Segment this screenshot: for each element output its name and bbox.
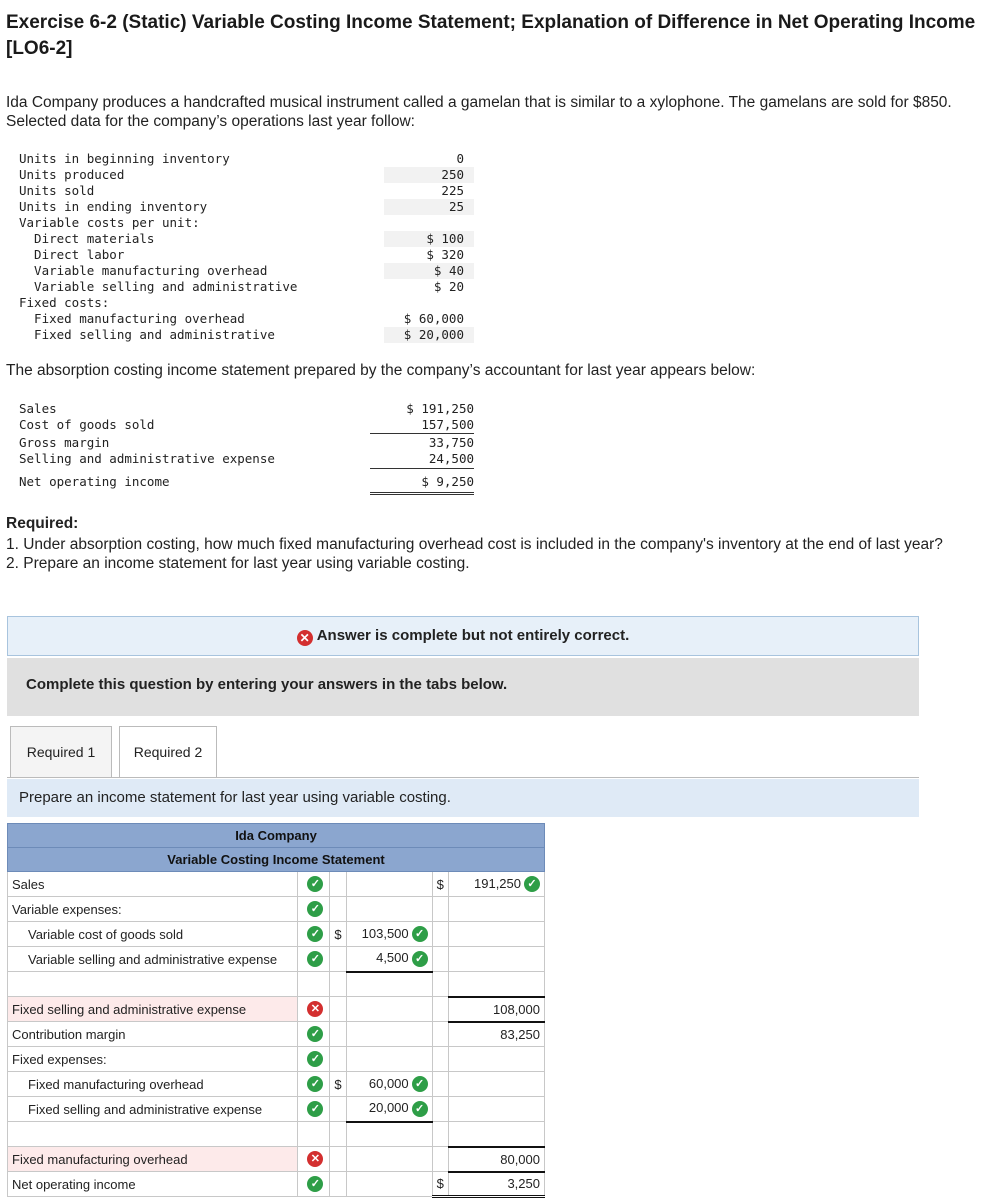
absorption-value: 157,500 bbox=[421, 417, 474, 432]
data-row bbox=[19, 199, 474, 215]
absorption-label: Sales bbox=[19, 401, 57, 416]
table-row bbox=[8, 1147, 545, 1172]
data-row bbox=[19, 279, 474, 295]
underline bbox=[370, 468, 474, 469]
absorption-value: 24,500 bbox=[428, 451, 474, 466]
absorption-value: 33,750 bbox=[428, 435, 474, 450]
amount-input[interactable] bbox=[448, 1172, 544, 1197]
amount-input[interactable] bbox=[448, 1097, 544, 1122]
check-circle-icon: ✓ bbox=[298, 1047, 330, 1072]
absorption-row bbox=[19, 401, 474, 417]
absorption-row bbox=[19, 474, 474, 490]
amount-input[interactable] bbox=[346, 1097, 432, 1122]
table-row bbox=[8, 897, 545, 922]
data-label: Units sold bbox=[19, 183, 95, 198]
table-row bbox=[8, 997, 545, 1022]
data-label: Units in beginning inventory bbox=[19, 151, 230, 166]
amount-input[interactable] bbox=[346, 997, 432, 1022]
check-circle-icon: ✓ bbox=[298, 872, 330, 897]
tab-required-1[interactable]: Required 1 bbox=[10, 726, 112, 778]
check-circle-icon: ✓ bbox=[298, 1072, 330, 1097]
amount-value: 3,250 bbox=[507, 1176, 540, 1192]
table-row bbox=[8, 1097, 545, 1122]
row-label-input[interactable]: Fixed selling and administrative expense bbox=[8, 997, 298, 1022]
amount-input[interactable] bbox=[346, 1147, 432, 1172]
data-row bbox=[19, 295, 474, 311]
amount-value: 60,000 bbox=[368, 1075, 409, 1091]
data-value: 0 bbox=[456, 151, 464, 166]
data-label: Units in ending inventory bbox=[19, 199, 208, 214]
required-2: 2. Prepare an income statement for last year using variable costing. bbox=[6, 555, 470, 572]
amount-input[interactable] bbox=[448, 972, 544, 997]
answer-status-banner bbox=[7, 616, 919, 656]
table-row bbox=[8, 1172, 545, 1197]
check-circle-icon: ✓ bbox=[298, 922, 330, 947]
data-row bbox=[19, 263, 474, 279]
dollar-sign: $ bbox=[330, 922, 346, 947]
amount-value: 103,500 bbox=[361, 925, 409, 941]
table-row bbox=[8, 972, 545, 997]
data-row bbox=[19, 311, 474, 327]
amount-input[interactable] bbox=[346, 872, 432, 897]
data-row bbox=[19, 167, 474, 183]
data-row bbox=[19, 151, 474, 167]
table-row bbox=[8, 1122, 545, 1147]
question-prompt: Prepare an income statement for last year using variable costing. bbox=[7, 779, 919, 817]
required-heading: Required: bbox=[6, 515, 79, 532]
amount-value: 20,000 bbox=[368, 1100, 409, 1116]
page-title: Exercise 6-2 (Static) Variable Costing Income Statement; Explanation of Difference in Net Operating Income [LO6-2] bbox=[6, 12, 976, 59]
amount-value: 4,500 bbox=[376, 950, 409, 966]
x-circle-icon: ✕ bbox=[298, 1147, 330, 1172]
table-row bbox=[8, 947, 545, 972]
dollar-sign bbox=[330, 872, 346, 897]
intro-text: Ida Company produces a handcrafted musical instrument called a gamelan that is similar to a xylophone. The gamelans are sold for $850. Selected data for the company’s operations last year follow: bbox=[6, 94, 952, 130]
row-label-input[interactable]: Variable expenses: bbox=[8, 897, 298, 922]
required-1: 1. Under absorption costing, how much fixed manufacturing overhead cost is included in the company's inventory at the end of last year? bbox=[6, 536, 943, 553]
row-label-input[interactable]: Contribution margin bbox=[8, 1022, 298, 1047]
amount-input[interactable] bbox=[346, 1047, 432, 1072]
data-row bbox=[19, 327, 474, 343]
tab-divider bbox=[7, 777, 919, 778]
data-label: Direct labor bbox=[19, 247, 125, 262]
table-row bbox=[8, 1072, 545, 1097]
tab-bar bbox=[7, 716, 919, 779]
dollar-sign: $ bbox=[432, 872, 448, 897]
row-label-input[interactable] bbox=[8, 972, 298, 997]
row-label-input[interactable]: Fixed selling and administrative expense bbox=[8, 1097, 298, 1122]
amount-input[interactable] bbox=[346, 922, 432, 947]
amount-input[interactable] bbox=[448, 897, 544, 922]
absorption-row bbox=[19, 451, 474, 467]
data-value: $ 60,000 bbox=[403, 311, 464, 326]
data-value: 250 bbox=[384, 167, 474, 183]
dollar-sign: $ bbox=[330, 1072, 346, 1097]
absorption-label: Selling and administrative expense bbox=[19, 451, 275, 466]
check-circle-icon: ✓ bbox=[298, 1097, 330, 1122]
check-circle-icon: ✓ bbox=[298, 1022, 330, 1047]
amount-input[interactable] bbox=[346, 897, 432, 922]
amount-input[interactable] bbox=[448, 997, 544, 1022]
amount-input[interactable] bbox=[448, 872, 544, 897]
amount-input[interactable] bbox=[346, 972, 432, 997]
amount-input[interactable] bbox=[448, 947, 544, 972]
row-label-input[interactable]: Variable cost of goods sold bbox=[8, 922, 298, 947]
absorption-intro: The absorption costing income statement prepared by the company’s accountant for last year appears below: bbox=[6, 362, 756, 379]
absorption-row bbox=[19, 417, 474, 433]
amount-input[interactable] bbox=[448, 922, 544, 947]
row-label-input[interactable]: Fixed manufacturing overhead bbox=[8, 1147, 298, 1172]
row-label-input[interactable]: Fixed expenses: bbox=[8, 1047, 298, 1072]
data-value: $ 320 bbox=[426, 247, 464, 262]
data-label: Fixed costs: bbox=[19, 295, 110, 310]
check-circle-icon: ✓ bbox=[298, 947, 330, 972]
amount-input[interactable] bbox=[448, 1022, 544, 1047]
table-row bbox=[8, 922, 545, 947]
check-circle-icon: ✓ bbox=[412, 951, 428, 967]
absorption-label: Gross margin bbox=[19, 435, 110, 450]
data-value: $ 20,000 bbox=[384, 327, 474, 343]
amount-input[interactable] bbox=[448, 1122, 544, 1147]
statement-title: Variable Costing Income Statement bbox=[8, 848, 545, 872]
x-circle-icon: ✕ bbox=[297, 630, 313, 646]
amount-input[interactable] bbox=[448, 1147, 544, 1172]
row-label-input[interactable]: Fixed manufacturing overhead bbox=[8, 1072, 298, 1097]
amount-value: 83,250 bbox=[500, 1026, 540, 1042]
data-value: $ 100 bbox=[384, 231, 474, 247]
statement-header-row bbox=[8, 824, 545, 848]
data-row bbox=[19, 231, 474, 247]
data-row bbox=[19, 183, 474, 199]
required-text bbox=[6, 535, 991, 573]
table-row bbox=[8, 1022, 545, 1047]
data-label: Fixed selling and administrative bbox=[19, 327, 275, 342]
data-row bbox=[19, 247, 474, 263]
data-row bbox=[19, 215, 474, 231]
absorption-label: Net operating income bbox=[19, 474, 170, 489]
amount-input[interactable] bbox=[346, 947, 432, 972]
check-circle-icon: ✓ bbox=[412, 1101, 428, 1117]
table-row bbox=[8, 872, 545, 897]
data-label: Variable selling and administrative bbox=[19, 279, 298, 294]
check-circle-icon: ✓ bbox=[412, 1076, 428, 1092]
data-value: $ 40 bbox=[384, 263, 474, 279]
amount-value: 80,000 bbox=[500, 1151, 540, 1167]
check-circle-icon: ✓ bbox=[298, 897, 330, 922]
data-label: Direct materials bbox=[19, 231, 155, 246]
check-circle-icon: ✓ bbox=[524, 876, 540, 892]
data-value: $ 20 bbox=[433, 279, 464, 294]
data-value: 225 bbox=[441, 183, 464, 198]
amount-input[interactable] bbox=[346, 1022, 432, 1047]
check-circle-icon: ✓ bbox=[412, 926, 428, 942]
data-label: Units produced bbox=[19, 167, 125, 182]
data-label: Variable costs per unit: bbox=[19, 215, 200, 230]
x-circle-icon: ✕ bbox=[298, 997, 330, 1022]
row-label-input[interactable]: Sales bbox=[8, 872, 298, 897]
amount-input[interactable] bbox=[346, 1122, 432, 1147]
data-value: 25 bbox=[384, 199, 474, 215]
dollar-sign: $ bbox=[432, 1172, 448, 1197]
amount-input[interactable] bbox=[346, 1172, 432, 1197]
amount-value: 108,000 bbox=[493, 1001, 540, 1017]
statement-header-row bbox=[8, 848, 545, 872]
amount-input[interactable] bbox=[346, 1072, 432, 1097]
instruction-bar: Complete this question by entering your answers in the tabs below. bbox=[7, 658, 919, 716]
company-name: Ida Company bbox=[8, 824, 545, 848]
absorption-row bbox=[19, 435, 474, 451]
amount-input[interactable] bbox=[448, 1047, 544, 1072]
row-label-input[interactable] bbox=[8, 1122, 298, 1147]
absorption-value: $ 191,250 bbox=[406, 401, 474, 416]
data-label: Variable manufacturing overhead bbox=[19, 263, 268, 278]
tab-required-2[interactable]: Required 2 bbox=[119, 726, 217, 778]
double-underline bbox=[370, 492, 474, 495]
absorption-value: $ 9,250 bbox=[421, 474, 474, 489]
amount-input[interactable] bbox=[448, 1072, 544, 1097]
variable-costing-statement bbox=[7, 823, 545, 1198]
row-label-input[interactable]: Net operating income bbox=[8, 1172, 298, 1197]
table-row bbox=[8, 1047, 545, 1072]
data-label: Fixed manufacturing overhead bbox=[19, 311, 245, 326]
row-label-input[interactable]: Variable selling and administrative expense bbox=[8, 947, 298, 972]
status-message: Answer is complete but not entirely correct. bbox=[316, 627, 630, 644]
amount-value: 191,250 bbox=[474, 875, 521, 891]
check-circle-icon: ✓ bbox=[298, 1172, 330, 1197]
absorption-label: Cost of goods sold bbox=[19, 417, 155, 432]
underline bbox=[370, 433, 474, 434]
